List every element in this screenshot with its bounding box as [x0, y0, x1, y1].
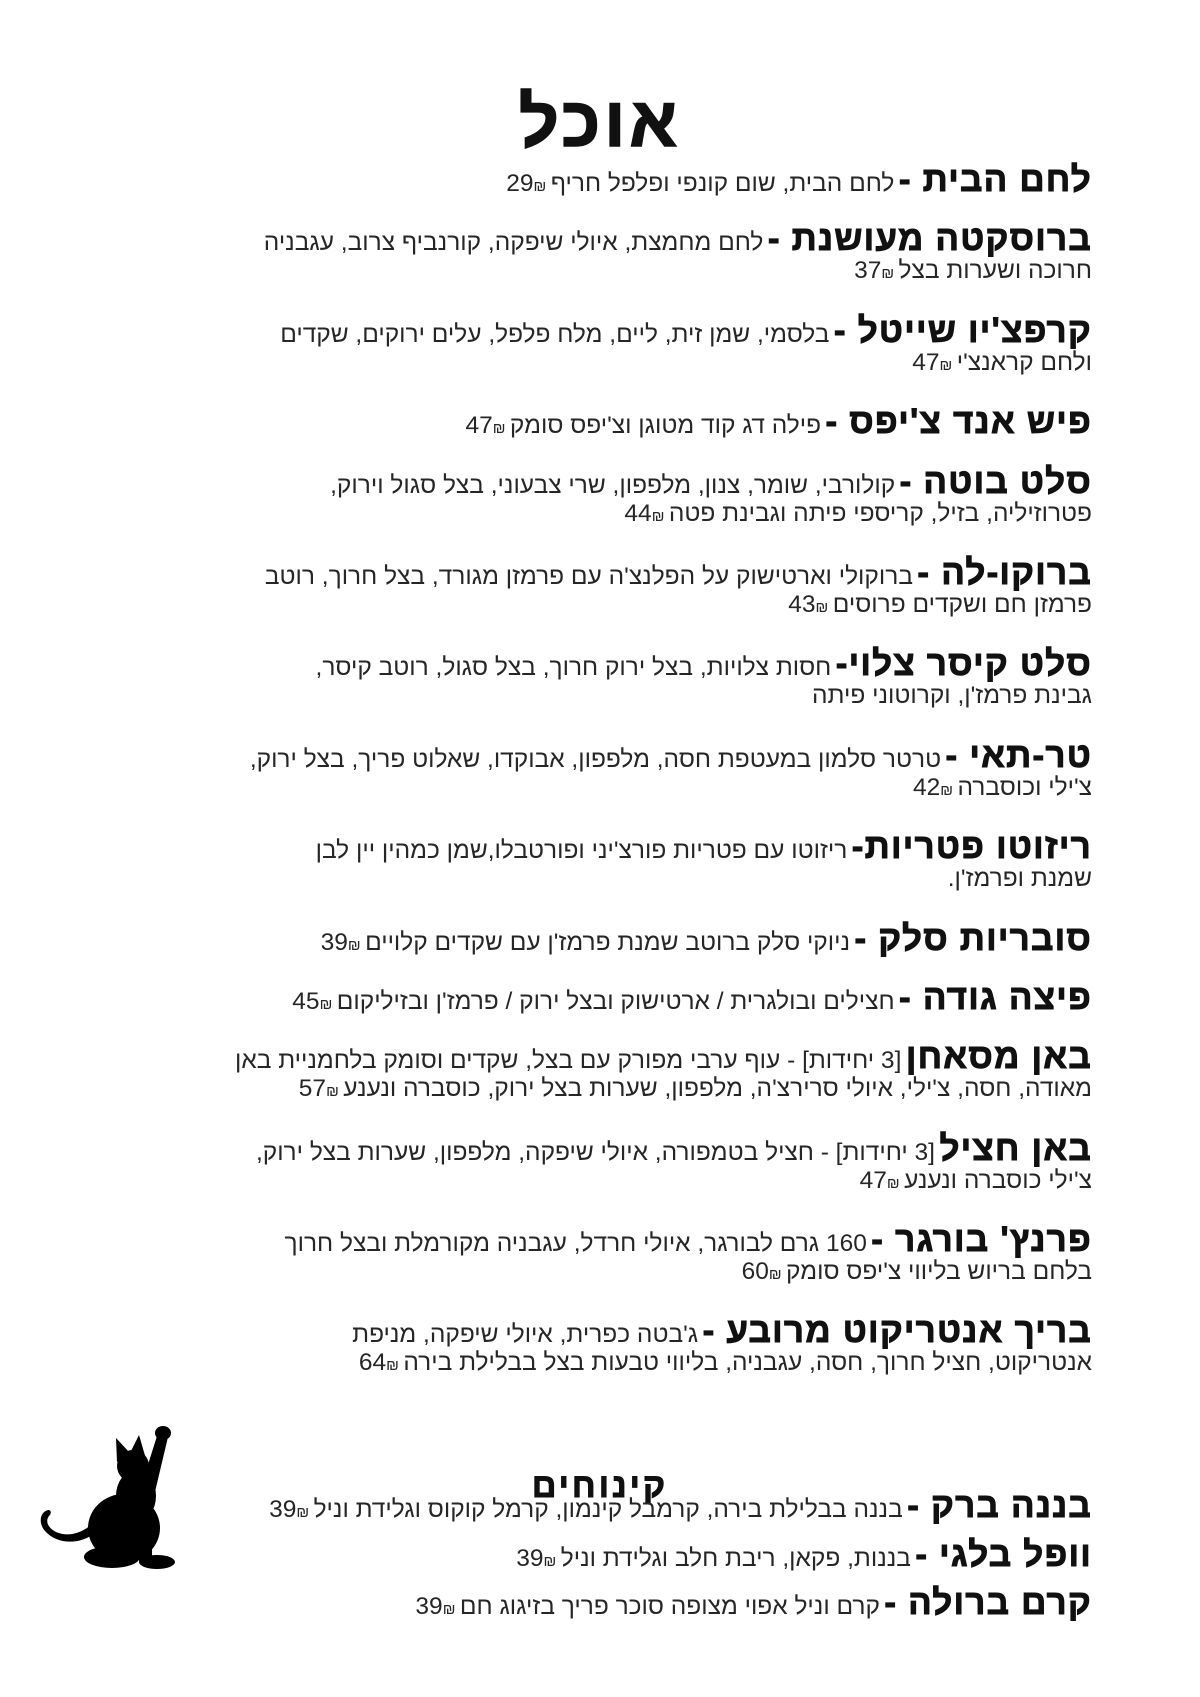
price-value: 47 — [465, 412, 493, 440]
currency-symbol: ₪ — [326, 1083, 339, 1101]
item-price — [359, 1349, 399, 1376]
item-name: קרפצ'יו שייטל - — [833, 310, 1092, 350]
price-value: 47 — [859, 1166, 887, 1194]
item-name: ברוסקטה מעושנת - — [767, 219, 1092, 259]
price-value: 39 — [320, 928, 348, 956]
menu-item — [90, 827, 1092, 895]
price-value: 42 — [913, 773, 941, 801]
price-value: 47 — [912, 348, 940, 376]
item-description: בלסמי, שמן זית, ליים, מלח פלפל, עלים ירוקים, שקדים — [280, 320, 830, 348]
menu-item — [90, 918, 1092, 958]
item-line — [90, 552, 1092, 592]
item-description: חסות צלויות, בצל ירוק חרוך, בצל סגול, רוטב קיסר, — [315, 654, 832, 682]
item-name: פיש אנד צ'יפס - — [825, 402, 1092, 442]
menu-item — [90, 644, 1092, 712]
item-price — [292, 988, 332, 1015]
price-value: 29 — [506, 170, 534, 197]
item-description: גבינת פרמז'ן, וקרוטוני פיתה — [812, 682, 1092, 710]
item-name: קרם ברולה - — [884, 1583, 1092, 1622]
menu-item — [90, 977, 1092, 1017]
currency-symbol: ₪ — [651, 507, 665, 525]
price-value: 44 — [624, 499, 652, 527]
item-price — [788, 591, 828, 618]
menu-item — [90, 402, 1092, 442]
item-description: [3 יחידות] - עוף ערבי מפורק עם בצל, שקדים וסומק בלחמניית באן — [235, 1047, 902, 1075]
item-name: סובריות סלק - — [854, 918, 1092, 958]
item-line — [90, 977, 1092, 1017]
item-line — [90, 772, 1092, 804]
item-name: בריך אנטריקוט מרובע - — [702, 1311, 1092, 1351]
item-description: בלחם בריוש בליווי צ'יפס סומק — [786, 1258, 1092, 1286]
item-name: באן חציל — [939, 1128, 1092, 1168]
currency-symbol: ₪ — [492, 420, 506, 438]
item-description: שמנת ופרמז'ן. — [947, 865, 1092, 893]
item-line — [90, 735, 1092, 775]
item-price — [269, 1496, 309, 1523]
item-line — [90, 219, 1092, 259]
item-name: ברוקו-לה - — [917, 552, 1092, 592]
currency-symbol: ₪ — [815, 598, 829, 616]
item-line — [90, 1128, 1092, 1168]
item-price — [516, 1545, 556, 1572]
price-value: 37 — [854, 257, 882, 285]
currency-symbol: ₪ — [886, 1174, 900, 1192]
desserts-heading: קינוחים — [531, 1467, 669, 1506]
item-line — [90, 347, 1092, 379]
item-price — [415, 1593, 455, 1620]
item-name: ריזוטו פטריות- — [851, 827, 1092, 867]
item-price — [912, 349, 952, 376]
item-name: פיצה גודה - — [899, 977, 1092, 1017]
currency-symbol: ₪ — [543, 1552, 557, 1570]
price-value: 39 — [415, 1593, 443, 1620]
item-line — [90, 255, 1092, 287]
currency-symbol: ₪ — [939, 356, 953, 374]
item-name: וופל בלגי - — [915, 1534, 1092, 1574]
item-description: טרטר סלמון במעטפת חסה, מלפפון, אבוקדו, שאלוט פריך, בצל ירוק, — [249, 745, 942, 773]
menu-item — [90, 219, 1092, 287]
currency-symbol: ₪ — [533, 178, 547, 195]
currency-symbol: ₪ — [347, 936, 361, 954]
item-description: ג'בטה כפרית, איולי שיפקה, מניפת — [352, 1321, 699, 1349]
menu-item — [90, 1220, 1092, 1288]
item-line — [90, 498, 1092, 530]
item-description: חרוכה ושערות בצל — [898, 257, 1092, 285]
item-line — [90, 1256, 1092, 1288]
currency-symbol: ₪ — [386, 1357, 399, 1375]
item-name: באן מסאחן — [905, 1037, 1092, 1077]
item-line — [90, 1220, 1092, 1260]
menu-item — [90, 1534, 1092, 1574]
item-name: בננה ברק - — [907, 1486, 1092, 1525]
item-description: חצילים ובולגרית / ארטישוק ובצל ירוק / פרמז'ן ובזיליקום — [336, 987, 895, 1015]
menu-item — [90, 735, 1092, 804]
item-line — [90, 827, 1092, 867]
price-value: 43 — [788, 590, 816, 618]
page-title: אוכל — [518, 82, 682, 161]
currency-symbol: ₪ — [881, 265, 895, 283]
currency-symbol: ₪ — [319, 995, 333, 1013]
item-description: קולורבי, שומר, צנון, מלפפון, שרי צבעוני, בצל סגול וירוק, — [330, 471, 896, 499]
item-line — [90, 644, 1092, 684]
menu-item — [90, 1583, 1092, 1622]
item-price — [299, 1075, 339, 1102]
item-line — [90, 863, 1092, 895]
menu-item — [90, 160, 1092, 199]
menu-item — [90, 1128, 1092, 1197]
currency-symbol: ₪ — [768, 1266, 782, 1284]
cat-silhouette-icon — [36, 1424, 178, 1570]
price-value: 39 — [516, 1544, 544, 1572]
item-description: פרמזן חם ושקדים פרוסים — [832, 590, 1092, 618]
item-description: לחם מחמצת, איולי שיפקה, קורנביף צרוב, עגבניה — [263, 229, 764, 257]
item-line — [90, 1583, 1092, 1622]
menu-item — [90, 552, 1092, 621]
item-line — [90, 1534, 1092, 1574]
item-description: בננה בבלילת בירה, קרמבל קינמון, קרמל קוקוס וגלידת וניל — [313, 1496, 903, 1523]
price-value: 45 — [292, 987, 320, 1015]
price-value: 60 — [741, 1258, 769, 1286]
item-description: פילה דג קוד מטוגן וצ'יפס סומק — [509, 412, 822, 440]
menu-item — [90, 1311, 1092, 1379]
item-line — [90, 589, 1092, 621]
item-description: 160 גרם לבורגר, איולי חרדל, עגבניה מקורמלת ובצל חרוך — [284, 1230, 867, 1258]
menu-item — [90, 461, 1092, 530]
item-name: לחם הבית - — [898, 160, 1092, 199]
item-line — [90, 1347, 1092, 1379]
item-line — [90, 1037, 1092, 1077]
item-price — [624, 500, 664, 527]
item-name: טר-תאי - — [945, 735, 1092, 775]
item-name: פרנץ' בורגר - — [871, 1220, 1092, 1260]
item-name: סלט בוטה - — [899, 461, 1092, 501]
item-description: פטרוזיליה, בזיל, קריספי פיתה וגבינת פטה — [668, 499, 1092, 527]
item-price — [321, 929, 361, 956]
item-price — [465, 412, 505, 439]
item-price — [742, 1258, 782, 1285]
item-description: ולחם קראנצ'י — [956, 348, 1092, 376]
item-description: ברוקולי וארטישוק על הפלנצ'ה עם פרמזן מגורד, בצל חרוך, רוטב — [264, 562, 913, 590]
item-line — [90, 160, 1092, 199]
item-line — [90, 1165, 1092, 1197]
item-line — [90, 918, 1092, 958]
item-name: סלט קיסר צלוי- — [835, 644, 1092, 684]
item-line — [90, 1311, 1092, 1351]
menu-item — [90, 1037, 1092, 1105]
food-menu-list — [90, 160, 1092, 1407]
item-price — [854, 257, 894, 284]
currency-symbol: ₪ — [442, 1601, 456, 1618]
item-description: מאודה, חסה, צ'ילי, איולי סרירצ'ה, מלפפון, שערות בצל ירוק, כוסברה ונענע — [343, 1075, 1092, 1103]
item-description: קרם וניל אפוי מצופה סוכר פריך בזיגוג חם — [459, 1593, 880, 1620]
item-description: צ'ילי וכוסברה — [957, 773, 1092, 801]
item-line — [90, 461, 1092, 501]
item-price — [506, 170, 546, 197]
item-description: ריזוטו עם פטריות פורצ'יני ופורטבלו,שמן כמהין יין לבן — [315, 837, 848, 865]
price-value: 57 — [298, 1075, 327, 1103]
item-description: לחם הבית, שום קונפי ופלפל חריף — [550, 170, 895, 197]
item-description: ניוקי סלק ברוטב שמנת פרמז'ן עם שקדים קלויים — [365, 928, 851, 956]
item-price — [913, 774, 953, 801]
price-value: 39 — [269, 1496, 297, 1523]
currency-symbol: ₪ — [940, 781, 954, 799]
currency-symbol: ₪ — [296, 1504, 310, 1521]
item-description: אנטריקוט, חציל חרוך, חסה, עגבניה, בליווי טבעות בצל בבלילת בירה — [403, 1349, 1092, 1377]
item-description: צ'ילי כוסברה ונענע — [904, 1166, 1092, 1194]
item-line — [90, 680, 1092, 712]
menu-item — [90, 310, 1092, 379]
item-line — [90, 310, 1092, 350]
item-line — [90, 1073, 1092, 1105]
item-price — [860, 1167, 900, 1194]
item-description: [3 יחידות] - חציל בטמפורה, איולי שיפקה, מלפפון, שערות בצל ירוק, — [255, 1138, 935, 1166]
price-value: 64 — [358, 1349, 387, 1377]
item-line — [90, 402, 1092, 442]
item-description: בננות, פקאן, ריבת חלב וגלידת וניל — [560, 1544, 911, 1572]
